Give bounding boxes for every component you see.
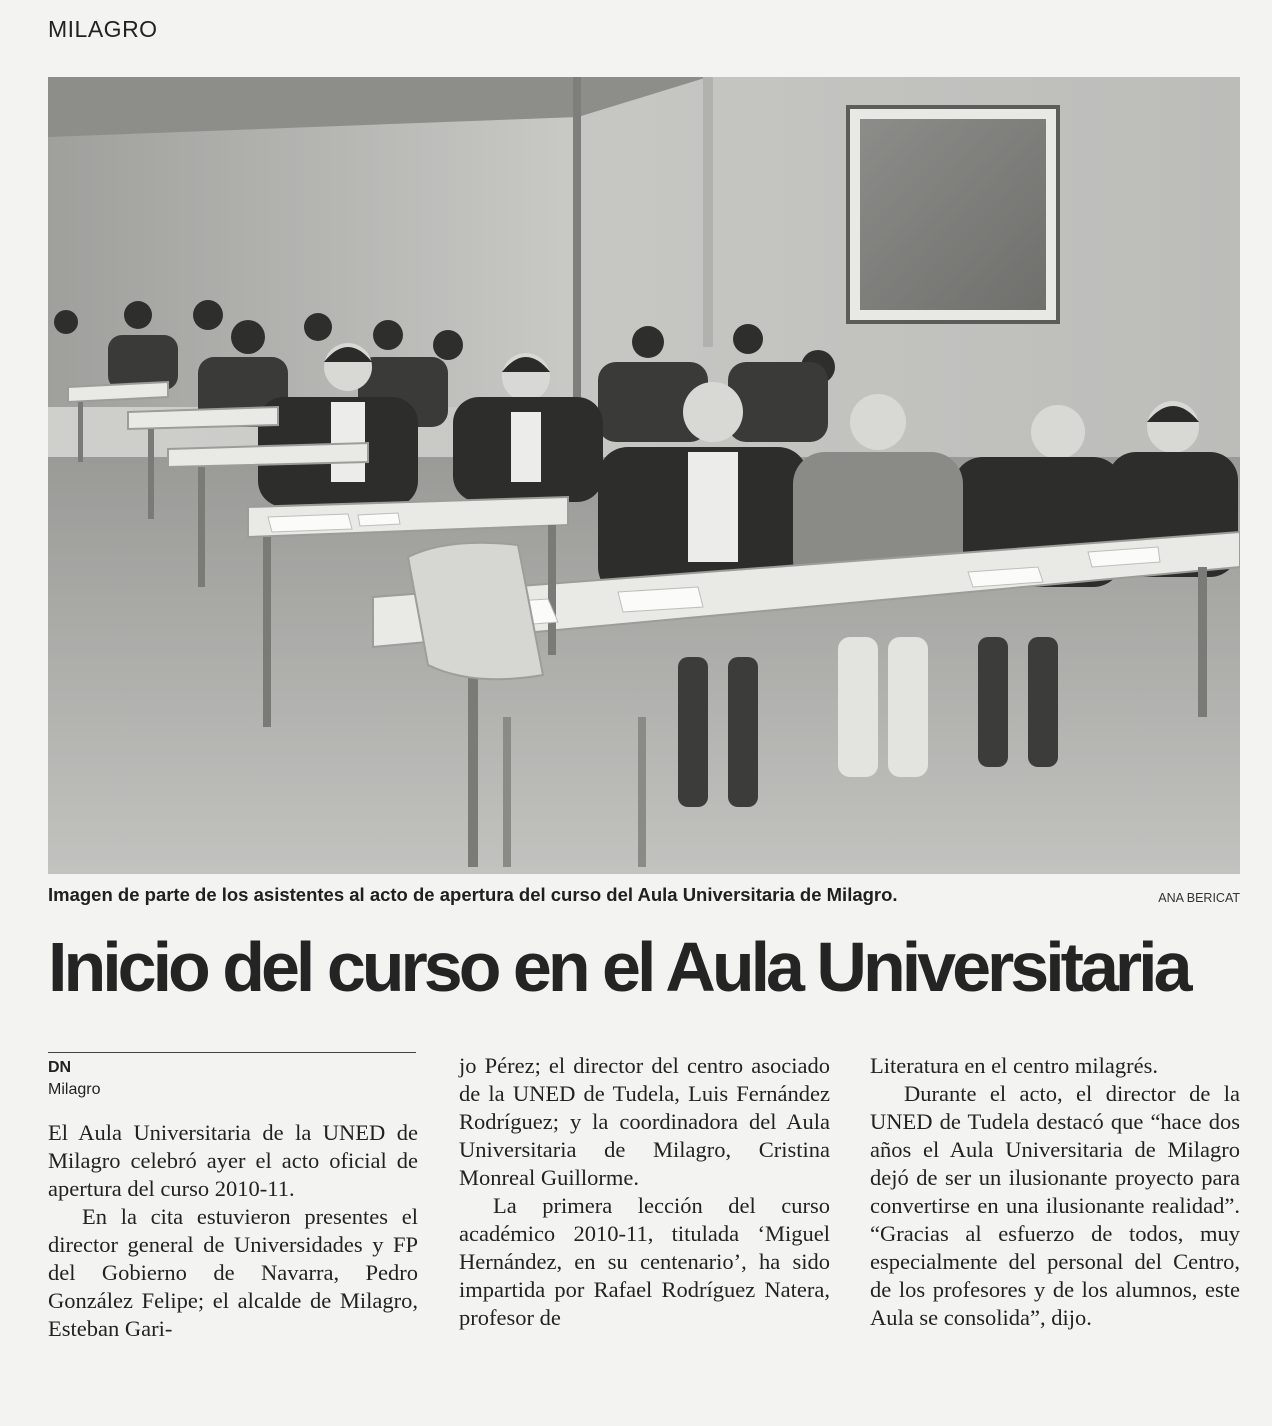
photo-caption: Imagen de parte de los asistentes al acto de apertura del curso del Aula Universitaria de Milagro.	[48, 884, 898, 905]
article-column-3	[870, 1052, 1240, 1332]
byline-agency: DN	[48, 1059, 72, 1076]
paragraph: El Aula Universitaria de la UNED de Milagro celebró ayer el acto oficial de apertura del curso 2010-11.	[48, 1120, 418, 1201]
paragraph: Literatura en el centro milagrés.	[870, 1053, 1158, 1078]
article-photo	[48, 77, 1240, 874]
byline-rule	[48, 1052, 416, 1053]
photo-credit: ANA BERICAT	[1158, 891, 1240, 905]
section-label: MILAGRO	[48, 16, 158, 42]
paragraph: jo Pérez; el director del centro asociado de la UNED de Tudela, Luis Fernández Rodríguez; y la coordinadora del Aula Universitaria de Milagro, Cristina Monreal Guillorme.	[459, 1053, 830, 1190]
classroom-photo-illustration	[48, 77, 1240, 874]
article-column-1	[48, 1052, 418, 1343]
byline-place: Milagro	[48, 1081, 101, 1098]
paragraph: La primera lección del curso académico 2010-11, titulada ‘Miguel Hernández, en su centenario’, ha sido impartida por Rafael Rodríguez Natera, profesor de	[459, 1193, 830, 1330]
article-headline: Inicio del curso en el Aula Universitaria	[48, 928, 1189, 1006]
paragraph: En la cita estuvieron presentes el director general de Universidades y FP del Gobierno de Navarra, Pedro González Felipe; el alcalde de Milagro, Esteban Gari-	[48, 1204, 418, 1341]
paragraph: Durante el acto, el director de la UNED de Tudela destacó que “hace dos años el Aula Universitaria de Milagro dejó de ser un ilusionante proyecto para convertirse en una ilusionante realidad”. “Gracias al esfuerzo de todos, muy especialmente del personal del Centro, de los profesores y de los alumnos, este Aula se consolida”, dijo.	[870, 1081, 1240, 1330]
article-column-2	[459, 1052, 830, 1332]
